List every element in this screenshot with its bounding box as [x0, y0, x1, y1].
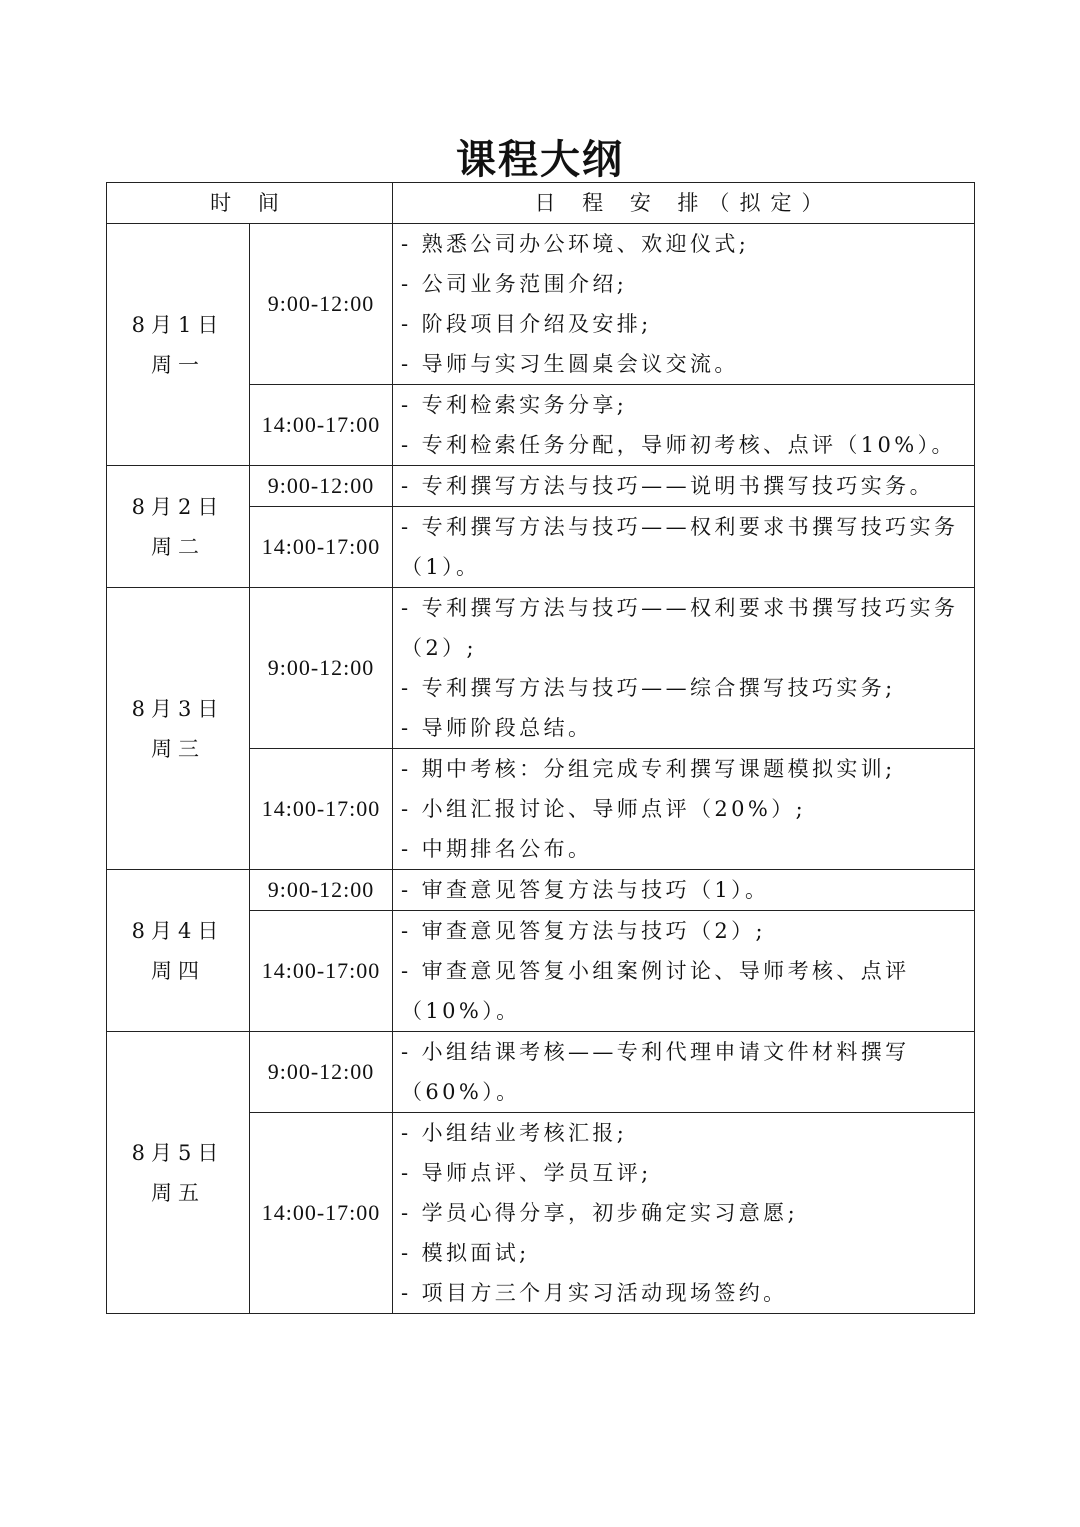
activity-item: - 导师与实习生圆桌会议交流。 [401, 352, 739, 376]
activity-cell [393, 911, 975, 1032]
activity-item: - 学员心得分享，初步确定实习意愿; [401, 1201, 799, 1225]
activity-item: - 小组结课考核——专利代理申请文件材料撰写（60%）。 [401, 1040, 910, 1104]
date-label: 8月1日 [131, 312, 225, 337]
activity-cell [393, 507, 975, 588]
activity-item: - 审查意见答复小组案例讨论、导师考核、点评（10%）。 [401, 959, 910, 1023]
activity-item: - 审查意见答复方法与技巧（1）。 [401, 878, 770, 902]
activity-item: - 专利撰写方法与技巧——说明书撰写技巧实务。 [401, 474, 934, 498]
activity-item: - 熟悉公司办公环境、欢迎仪式; [401, 232, 750, 256]
time-slot: 14:00-17:00 [250, 507, 393, 588]
time-slot: 9:00-12:00 [250, 466, 393, 507]
table-row [107, 224, 975, 385]
day-cell [107, 870, 250, 1032]
time-slot: 9:00-12:00 [250, 1032, 393, 1113]
table-row [107, 1032, 975, 1113]
date-label: 8月5日 [131, 1140, 225, 1165]
activity-cell [393, 1113, 975, 1314]
day-cell [107, 224, 250, 466]
time-slot: 14:00-17:00 [250, 749, 393, 870]
activity-item: - 导师点评、学员互评; [401, 1161, 652, 1185]
table-row [107, 588, 975, 749]
day-cell [107, 588, 250, 870]
activity-cell [393, 466, 975, 507]
schedule-body [107, 224, 975, 1314]
activity-cell [393, 224, 975, 385]
activity-item: - 专利撰写方法与技巧——权利要求书撰写技巧实务（1）。 [401, 515, 959, 579]
activity-cell [393, 385, 975, 466]
activity-cell [393, 1032, 975, 1113]
activity-item: - 公司业务范围介绍; [401, 272, 628, 296]
activity-item: - 专利检索任务分配，导师初考核、点评（10%）。 [401, 433, 956, 457]
weekday-label: 周一 [151, 352, 205, 377]
activity-item: - 模拟面试; [401, 1241, 530, 1265]
activity-item: - 期中考核：分组完成专利撰写课题模拟实训; [401, 757, 896, 781]
time-slot: 9:00-12:00 [250, 870, 393, 911]
activity-item: - 小组汇报讨论、导师点评（20%）; [401, 797, 807, 821]
table-header-row [107, 183, 975, 224]
time-slot: 9:00-12:00 [250, 588, 393, 749]
weekday-label: 周四 [151, 958, 205, 983]
activity-item: - 专利撰写方法与技巧——权利要求书撰写技巧实务（2）; [401, 596, 959, 660]
activity-cell [393, 588, 975, 749]
date-label: 8月3日 [131, 696, 225, 721]
activity-cell [393, 870, 975, 911]
activity-item: - 阶段项目介绍及安排; [401, 312, 652, 336]
schedule-table [106, 182, 975, 1314]
activity-item: - 中期排名公布。 [401, 837, 593, 861]
time-slot: 14:00-17:00 [250, 1113, 393, 1314]
weekday-label: 周五 [151, 1180, 205, 1205]
activity-item: - 项目方三个月实习活动现场签约。 [401, 1281, 788, 1305]
weekday-label: 周三 [151, 736, 205, 761]
activity-item: - 导师阶段总结。 [401, 716, 593, 740]
activity-item: - 小组结业考核汇报; [401, 1121, 628, 1145]
time-slot: 9:00-12:00 [250, 224, 393, 385]
table-row [107, 870, 975, 911]
table-row [107, 466, 975, 507]
header-time: 时 间 [107, 183, 393, 224]
time-slot: 14:00-17:00 [250, 385, 393, 466]
activity-item: - 专利撰写方法与技巧——综合撰写技巧实务; [401, 676, 896, 700]
activity-item: - 专利检索实务分享; [401, 393, 628, 417]
date-label: 8月2日 [131, 494, 225, 519]
header-schedule: 日 程 安 排（拟定） [393, 183, 975, 224]
time-slot: 14:00-17:00 [250, 911, 393, 1032]
activity-item: - 审查意见答复方法与技巧（2）; [401, 919, 767, 943]
page-title: 课程大纲 [456, 137, 624, 183]
weekday-label: 周二 [151, 534, 205, 559]
date-label: 8月4日 [131, 918, 225, 943]
day-cell [107, 466, 250, 588]
day-cell [107, 1032, 250, 1314]
activity-cell [393, 749, 975, 870]
